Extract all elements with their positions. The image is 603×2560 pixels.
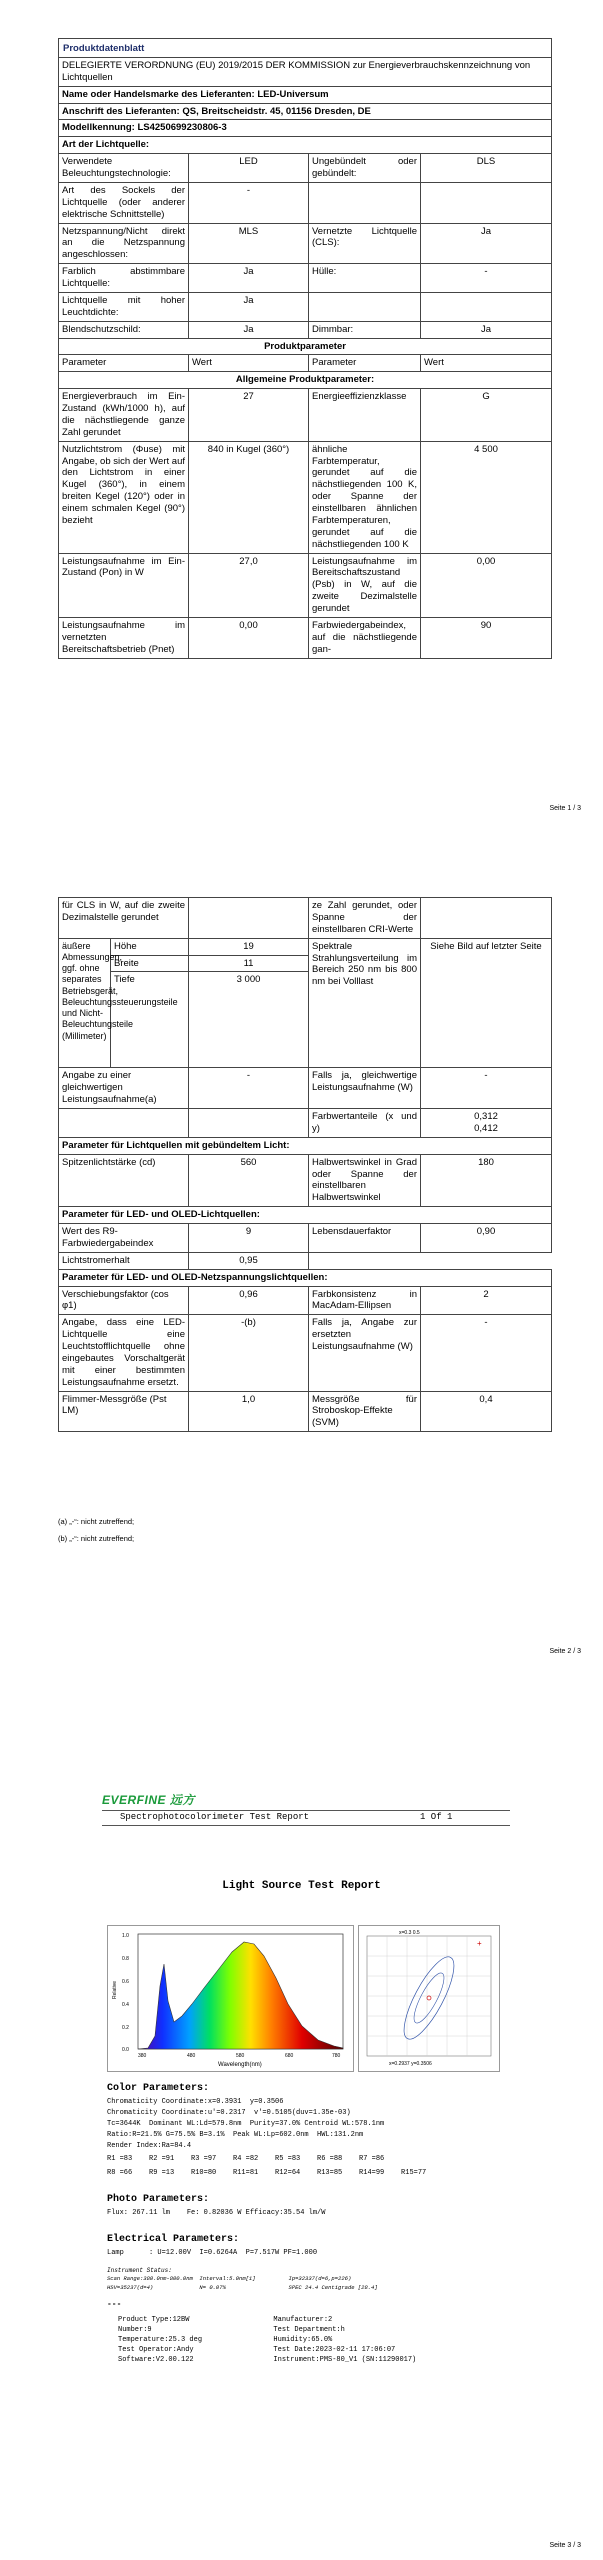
page-2 xyxy=(0,853,603,1663)
regulation-subtitle: DELEGIERTE VERORDNUNG (EU) 2019/2015 DER KOMMISSION zur Energieverbrauchskennzeichnung von Lichtquellen xyxy=(59,57,552,86)
cell-value: - xyxy=(421,1068,552,1109)
cell-value: 27,0 xyxy=(189,553,309,617)
photo-line: Flux: 267.11 lm Fe: 0.82036 W Efficacy:35.54 lm/W xyxy=(107,2209,326,2217)
cell-value xyxy=(189,898,309,939)
x-tick: 680 xyxy=(285,2053,294,2059)
table-row xyxy=(59,938,552,955)
cell-label: Lebensdauerfaktor xyxy=(309,1224,421,1253)
cell-label: ze Zahl gerundet, oder Spanne der einstellbaren CRI-Werte xyxy=(309,898,421,939)
datasheet-table-p1 xyxy=(58,38,552,659)
col-header-parameter: Parameter xyxy=(59,355,189,372)
dls-header: Parameter für Lichtquellen mit gebündeltem Licht: xyxy=(59,1137,552,1154)
cell-label: Spitzenlichtstärke (cd) xyxy=(59,1154,189,1207)
photo-params-title: Photo Parameters: xyxy=(107,2194,210,2205)
divider xyxy=(102,1810,510,1811)
info-line: Software:V2.00.122 Instrument:PMS-80_V1 (SN:11290017) xyxy=(118,2356,417,2364)
cell-label: Wert des R9-Farbwiedergabeindex xyxy=(59,1224,189,1253)
cell-value: Ja xyxy=(421,321,552,338)
page-number: Seite 3 / 3 xyxy=(549,2542,581,2549)
cell-label: Energieverbrauch im Ein-Zustand (kWh/1000 h), auf die nächstliegende ganze Zahl gerundet xyxy=(59,389,189,442)
cell-empty xyxy=(309,1252,421,1269)
cell-label: Farblich abstimmbare Lichtquelle: xyxy=(59,264,189,293)
cell-value: - xyxy=(421,264,552,293)
cell-label: Farbwiedergabeindex, auf die nächstliegende gan- xyxy=(309,617,421,658)
cell-value xyxy=(421,182,552,223)
macadam-ellipse-outer xyxy=(395,1951,463,2045)
table-row xyxy=(59,321,552,338)
y-axis-label: Relative xyxy=(112,1980,118,1999)
y-ticks xyxy=(122,1933,129,2053)
y-tick: 1.0 xyxy=(122,1933,129,1939)
cell-label: Verschiebungsfaktor (cos φ1) xyxy=(59,1286,189,1315)
table-row xyxy=(59,1286,552,1315)
info-line: Number:9 Test Department:h xyxy=(118,2326,345,2334)
cell-label: Energieeffizienzklasse xyxy=(309,389,421,442)
cell-label: Leistungsaufnahme im Bereitschaftszustand (Psb) in W, auf die zweite Dezimalstelle gerundet xyxy=(309,553,421,617)
cie-label: x=0.3 0.5 xyxy=(399,1930,420,1936)
page-number: Seite 2 / 3 xyxy=(549,1648,581,1655)
cell-value xyxy=(421,898,552,939)
y-tick: 0.8 xyxy=(122,1956,129,1962)
cell-label: Netzspannung/Nicht direkt an die Netzspannung angeschlossen: xyxy=(59,223,189,264)
x-ticks xyxy=(138,2053,341,2059)
cell-label: Farbwertanteile (x und y) xyxy=(309,1109,421,1138)
cell-value: G xyxy=(421,389,552,442)
dim-value: 11 xyxy=(189,955,309,972)
cell-label: Farbkonsistenz in MacAdam-Ellipsen xyxy=(309,1286,421,1315)
cell-label: für CLS in W, auf die zweite Dezimalstelle gerundet xyxy=(59,898,189,939)
cell-label: Angabe, dass eine LED-Lichtquelle eine Leuchtstofflichtquelle ohne eingebautes Vorschaltgerät mit einer bestimmten Leistungsaufnahme ersetzt. xyxy=(59,1315,189,1391)
page-number: Seite 1 / 3 xyxy=(549,805,581,812)
cell-value: 560 xyxy=(189,1154,309,1207)
page-1 xyxy=(0,0,603,822)
info-line: Product Type:12BW Manufacturer:2 xyxy=(118,2316,333,2324)
cell-label: Lichtstromerhalt xyxy=(59,1252,189,1269)
cell-value: 27 xyxy=(189,389,309,442)
y-tick: 0.0 xyxy=(122,2047,129,2053)
y-tick: 0.2 xyxy=(122,2025,129,2031)
cell-value: Ja xyxy=(189,321,309,338)
cell-value: - xyxy=(421,1315,552,1391)
cell-value: Ja xyxy=(189,264,309,293)
general-parameters-header: Allgemeine Produktparameter: xyxy=(59,372,552,389)
x-tick: 480 xyxy=(187,2053,196,2059)
divider xyxy=(102,1825,510,1826)
cell-label: Art des Sockels der Lichtquelle (oder anderer elektrische Schnittstelle) xyxy=(59,182,189,223)
color-line: Chromaticity Coordinate:x=0.3931 y=0.3506 xyxy=(107,2098,284,2106)
report-title: Light Source Test Report xyxy=(222,1880,381,1892)
instrument-status: Instrument Status: xyxy=(107,2267,172,2274)
cell-value: -(b) xyxy=(189,1315,309,1391)
spectrum-chart xyxy=(107,1925,354,2072)
cell-label: Flimmer-Messgröße (Pst LM) xyxy=(59,1391,189,1432)
color-params-title: Color Parameters: xyxy=(107,2083,210,2094)
cell-value: 9 xyxy=(189,1224,309,1253)
cell-value: LED xyxy=(189,154,309,183)
cell-label: Vernetzte Lichtquelle (CLS): xyxy=(309,223,421,264)
instrument-line: Scan Range:380.0nm-800.0nm Interval:5.0nm[1] Ip=32337(d=6,p=226) xyxy=(107,2275,352,2282)
table-row xyxy=(59,441,552,553)
y-tick: 0.4 xyxy=(122,2002,129,2008)
table-row xyxy=(59,1154,552,1207)
chroma-x: 0,312 xyxy=(474,1111,498,1122)
measured-point xyxy=(427,1996,431,2000)
dim-name: Tiefe xyxy=(111,972,189,1068)
cell-label: Hülle: xyxy=(309,264,421,293)
x-tick: 380 xyxy=(138,2053,147,2059)
color-line: Ratio:R=21.5% G=75.5% B=3.1% Peak WL:Lp=602.0nm HWL:131.2nm xyxy=(107,2131,364,2139)
cell-value: 90 xyxy=(421,617,552,658)
x-axis-label: Wavelength(nm) xyxy=(218,2062,262,2068)
cell-label: Falls ja, gleichwertige Leistungsaufnahme (W) xyxy=(309,1068,421,1109)
cell-value: - xyxy=(189,182,309,223)
info-line: Test Operator:Andy Test Date:2023-02-11 17:06:07 xyxy=(118,2346,396,2354)
column-headers xyxy=(59,355,552,372)
color-line: R8 =66 R9 =13 R10=80 R11=81 R12=64 R13=85 R14=99 R15=77 xyxy=(107,2169,427,2177)
dimensions-label: äußere Abmessungen, ggf. ohne separates Betriebsgerät, Beleuchtungssteuerungsteile und Nicht-Beleuchtungsteile (Millimeter) xyxy=(59,938,111,1068)
table-row xyxy=(59,1068,552,1109)
cell-label: Ungebündelt oder gebündelt: xyxy=(309,154,421,183)
cell-value: DLS xyxy=(421,154,552,183)
cell-label: ähnliche Farbtemperatur, gerundet auf die nächstliegenden 100 K, oder Spanne der einstellbaren ähnlichen Farbtemperaturen, gerundet auf die nächstliegenden 100 K xyxy=(309,441,421,553)
cell-value: 0,95 xyxy=(189,1252,309,1269)
dim-name: Breite xyxy=(111,955,189,972)
table-row xyxy=(59,898,552,939)
cell-label: Leistungsaufnahme im Ein-Zustand (Pon) in W xyxy=(59,553,189,617)
color-line: Tc=3644K Dominant WL:Ld=579.8nm Purity=37.0% Centroid WL:578.1nm xyxy=(107,2120,385,2128)
datasheet-table-p2 xyxy=(58,897,552,1432)
y-tick: 0.6 xyxy=(122,1979,129,1985)
spectrum-curve xyxy=(138,1942,343,2049)
cell-label: Nutzlichtstrom (Φuse) mit Angabe, ob sich der Wert auf den Lichtstrom in einer Kugel (360°), in einem breiten Kegel (120°) oder in einem schmalen Kegel (90°) bezieht xyxy=(59,441,189,553)
cell-value: - xyxy=(189,1068,309,1109)
color-line: Render Index:Ra=84.4 xyxy=(107,2142,192,2150)
dim-value: 19 xyxy=(189,938,309,955)
supplier-name: Name oder Handelsmarke des Lieferanten: LED-Universum xyxy=(59,86,552,103)
info-line: Temperature:25.3 deg Humidity:65.0% xyxy=(118,2336,333,2344)
cell-value: 0,00 xyxy=(421,553,552,617)
cell-empty xyxy=(421,1252,552,1269)
elec-line: Lamp : U=12.00V I=0.6264A P=7.517W PF=1.000 xyxy=(107,2249,318,2257)
cell-label: Falls ja, Angabe zur ersetzten Leistungsaufnahme (W) xyxy=(309,1315,421,1391)
cell-label: Lichtquelle mit hoher Leuchtdichte: xyxy=(59,292,189,321)
cell-value: 840 in Kugel (360°) xyxy=(189,441,309,553)
cell-value: 2 xyxy=(421,1286,552,1315)
spectral-label: Spektrale Strahlungsverteilung im Bereich 250 nm bis 800 nm bei Volllast xyxy=(309,938,421,1068)
table-row xyxy=(59,1109,552,1138)
report-name: Spectrophotocolorimeter Test Report xyxy=(120,1812,310,1822)
cell-label: Messgröße für Stroboskop-Effekte (SVM) xyxy=(309,1391,421,1432)
x-tick: 780 xyxy=(332,2053,341,2059)
cell-value: MLS xyxy=(189,223,309,264)
color-line: R1 =83 R2 =91 R3 =97 R4 =82 R5 =83 R6 =88 R7 =86 xyxy=(107,2155,385,2163)
cell-value: Ja xyxy=(421,223,552,264)
cell-value: Ja xyxy=(189,292,309,321)
cell-empty xyxy=(59,1109,189,1138)
cell-value xyxy=(421,292,552,321)
table-row xyxy=(59,1391,552,1432)
cell-value: 0,4 xyxy=(421,1391,552,1432)
cell-value: 0,00 xyxy=(189,617,309,658)
cell-label: Dimmbar: xyxy=(309,321,421,338)
elec-params-title: Electrical Parameters: xyxy=(107,2234,240,2245)
color-line: Chromaticity Coordinate:u'=0.2317 v'=0.5105(duv=1.35e-03) xyxy=(107,2109,351,2117)
cell-label: Verwendete Beleuchtungstechnologie: xyxy=(59,154,189,183)
mls-header: Parameter für LED- und OLED-Netzspannungslichtquellen: xyxy=(59,1269,552,1286)
cell-label: Halbwertswinkel in Grad oder Spanne der einstellbaren Halbwertswinkel xyxy=(309,1154,421,1207)
cell-value: 0,96 xyxy=(189,1286,309,1315)
table-row xyxy=(59,1252,552,1269)
x-tick: 580 xyxy=(236,2053,245,2059)
instrument-line: HSV=35237(d=4) N= 0.07% SPEC 24.4 Centigrade [28.4] xyxy=(107,2284,378,2291)
table-row xyxy=(59,389,552,442)
col-header-value: Wert xyxy=(421,355,552,372)
cell-label: Leistungsaufnahme im vernetzten Bereitschaftsbetrieb (Pnet) xyxy=(59,617,189,658)
cell-value: 1,0 xyxy=(189,1391,309,1432)
cie-diagram xyxy=(358,1925,500,2072)
footnote-a: (a) „-“: nicht zutreffend; xyxy=(58,1517,135,1526)
table-row xyxy=(59,154,552,183)
table-row xyxy=(59,182,552,223)
model-identifier: Modellkennung: LS4250699230806-3 xyxy=(59,120,552,137)
cie-footer: x=0.2937 y=0.3506 xyxy=(389,2061,432,2067)
macadam-ellipse-inner xyxy=(409,1970,449,2027)
col-header-value: Wert xyxy=(189,355,309,372)
table-row xyxy=(59,292,552,321)
footnote-b: (b) „-“: nicht zutreffend; xyxy=(58,1534,135,1543)
plus-marker: + xyxy=(477,1939,482,1948)
table-row xyxy=(59,223,552,264)
table-row xyxy=(59,1315,552,1391)
cie-svg xyxy=(359,1926,499,2071)
spectral-value: Siehe Bild auf letzter Seite xyxy=(421,938,552,1068)
table-row xyxy=(59,617,552,658)
cell-label xyxy=(309,292,421,321)
dim-value: 3 000 xyxy=(189,972,309,1068)
col-header-parameter: Parameter xyxy=(309,355,421,372)
product-parameters-header: Produktparameter xyxy=(59,338,552,355)
cell-value: 0,90 xyxy=(421,1224,552,1253)
led-header: Parameter für LED- und OLED-Lichtquellen: xyxy=(59,1207,552,1224)
type-header: Art der Lichtquelle: xyxy=(59,137,552,154)
chroma-y: 0,412 xyxy=(474,1122,498,1134)
cell-label: Angabe zu einer gleichwertigen Leistungsaufnahme(a) xyxy=(59,1068,189,1109)
report-pages: 1 Of 1 xyxy=(420,1812,453,1822)
supplier-address: Anschrift des Lieferanten: QS, Breitscheidstr. 45, 01156 Dresden, DE xyxy=(59,103,552,120)
spectrum-svg xyxy=(108,1926,353,2071)
cell-value: 4 500 xyxy=(421,441,552,553)
cell-label xyxy=(309,182,421,223)
cell-value: 180 xyxy=(421,1154,552,1207)
table-row xyxy=(59,553,552,617)
table-row xyxy=(59,264,552,293)
dim-name: Höhe xyxy=(111,938,189,955)
cell-value xyxy=(421,1109,552,1138)
page-title: Produktdatenblatt xyxy=(59,39,552,58)
everfine-logo: EVERFINE 远方 xyxy=(102,1793,195,1807)
separator: --- xyxy=(107,2300,122,2309)
cell-empty xyxy=(189,1109,309,1138)
cell-label: Blendschutzschild: xyxy=(59,321,189,338)
table-row xyxy=(59,1224,552,1253)
